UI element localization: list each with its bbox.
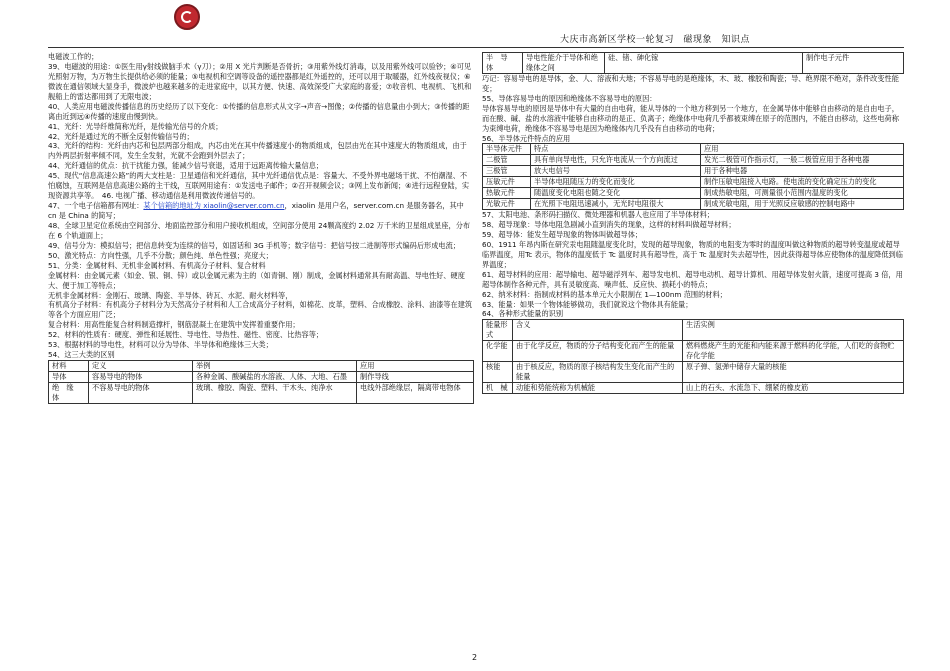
- para-51c: 无机非金属材料：金刚石、玻璃、陶瓷、半导体、砖瓦、水泥、耐火材料等，: [48, 290, 293, 300]
- table-cell: 不容易导电的物体: [89, 382, 193, 403]
- table-cell: 机 械: [483, 383, 513, 394]
- table-header-cell: 半导体元件: [483, 144, 531, 155]
- table-header-cell: 含义: [513, 320, 683, 341]
- table-header-cell: 能量形式: [483, 320, 513, 341]
- table-cell: 导电性能介于导体和绝缘体之间: [523, 53, 605, 74]
- para-57: 57、太阳电池、条形码扫描仪、微处理器和机器人也应用了半导体材料；: [482, 210, 714, 220]
- para-40: 40、人类应用电磁波传播信息的历史经历了以下变化：①传播的信息形式从文字→声音→图像；②传播的信息量由小到大；③传播的距离由近到远④传播的速度由慢到快。: [48, 101, 470, 121]
- table-cell: 山上的石头、水流急下、绷紧的橡皮筋: [683, 383, 904, 394]
- table-header-cell: 应用: [357, 361, 474, 372]
- para-63: 63、能量：如果一个物体能够做功，我们就说这个物体具有能量；: [482, 299, 693, 309]
- para-49: 49、信号分为：模拟信号；把信息转变为连续的信号，如固话和 3G 手机等；数字信号：把信号按二进制等形式编码后形成电流；: [48, 240, 460, 250]
- table-row: [49, 372, 474, 383]
- para-48: 48、全球卫星定位系统由空间部分、地面监控部分和用户接收机组成，空间部分使用 24颗高度约 2.02 万千米的卫星组成星座，分布在 6 个轨道面上；: [48, 220, 471, 240]
- table-header-row: [49, 361, 474, 372]
- para-51e: 复合材料：用高性能复合材料制造撑杆，钢筋混凝土在建筑中发挥着重要作用；: [48, 320, 300, 330]
- table-header-cell: 生活实例: [683, 320, 904, 341]
- para-51: 51、分类：金属材料、无机非金属材料、有机高分子材料、复合材料: [48, 260, 266, 270]
- table-row: [483, 362, 904, 383]
- table-header-cell: 特点: [531, 144, 701, 155]
- table-header-row: [483, 144, 904, 155]
- table-cell: 绝 缘 体: [49, 382, 89, 403]
- table-cell: 由于核反应，物质的原子核结构发生变化而产生的能量: [513, 362, 683, 383]
- para-55: 55、导体容易导电的原因和绝缘体不容易导电的原因：: [482, 93, 657, 103]
- table-cell: 制作导线: [357, 372, 474, 383]
- para-51b: 金属材料：由金属元素（如金、银、铜、锌）或以金属元素为主的（如青铜、刚）制成，金属材料通常具有耐高温、导电性好、硬度大、便于加工等特点；: [48, 270, 465, 290]
- table-cell: 制成光敏电阻，用于光照反应敏感的控制电路中: [701, 199, 904, 210]
- para-47-tail: ，xiaolin 是用户名，server.com.cn 是服务器名，其中 cn 是 China 的简写；: [48, 201, 464, 220]
- para-45: [48, 171, 474, 201]
- para-39: 39、电磁波的用途：①医生用γ射线做脑手术（γ刀）；②用 X 光片判断是否骨折；③用紫外线灯消毒，以及用紫外线可以验钞；④可见光照射万物，为万物生长提供给必须的能量；⑤电视机和空调等设备的遥控器都是红外遥控的，还可以用于取暖器，红外线夜视仪；⑥微波在通信领域大显身手，微波炉也越来越多的走进家庭中，以其方便、快速、高效深受广大家庭的喜爱；⑦收音机、电视机、飞机和舰船上的雷达都用到了无限电波；: [48, 61, 472, 101]
- table-cell: 具有单向导电性，只允许电流从一个方向流过: [531, 155, 701, 166]
- table-row: [483, 188, 904, 199]
- table-cell: 导体: [49, 372, 89, 383]
- header-title: 大庆市高新区学校一轮复习 磁现象 知识点: [560, 35, 751, 45]
- materials-table: [48, 360, 474, 404]
- table-cell: 制作电子元件: [803, 53, 904, 74]
- table-cell: 半导体电阻随压力的变化而变化: [531, 177, 701, 188]
- para-0: 电磁波工作的；: [48, 52, 99, 61]
- table-row: [483, 166, 904, 177]
- table-row: [49, 382, 474, 403]
- semiconductor-row-table: [482, 52, 904, 74]
- table-row: [483, 177, 904, 188]
- page-header: [0, 0, 950, 52]
- table-header-cell: 应用: [701, 144, 904, 155]
- table-cell: 核能: [483, 362, 513, 383]
- page-number: 2: [472, 653, 478, 662]
- table-cell: 化学能: [483, 341, 513, 362]
- para-51d: 有机高分子材料：有机高分子材料分为天然高分子材料和人工合成高分子材料，如棉花、皮革，塑料、合成橡胶、涂料、油漆等在建筑等各个方面应用广泛；: [48, 300, 473, 320]
- table-cell: 在光照下电阻迅速减小，无光时电阻很大: [531, 199, 701, 210]
- para-41: 41、光纤：光导纤维简称光纤，是传输光信号的介质；: [48, 121, 223, 131]
- table-header-cell: 举例: [193, 361, 357, 372]
- para-50: 50、激光特点：方向性强，几乎不分散；颜色纯、单色性强；亮度大；: [48, 250, 273, 260]
- para-58: 58、超导现象：导体电阻急剧减小直到消失的现象，这样的材料叫做超导材料；: [482, 220, 736, 229]
- left-column: [48, 52, 474, 404]
- table-header-cell: 材料: [49, 361, 89, 372]
- table-cell: 光敏元件: [483, 199, 531, 210]
- para-tip: 巧记：容易导电的是导体，金、人、溶液和大地；不容易导电的是绝缘体，木、玻、橡胶和陶瓷；导、绝界限不绝对，条件改变性能变；: [482, 73, 899, 93]
- energy-forms-table: [482, 319, 904, 394]
- table-cell: 二极管: [483, 155, 531, 166]
- semiconductor-elements-table: [482, 143, 904, 210]
- table-cell: 硅、锗、砷化镓: [605, 53, 803, 74]
- table-row: [483, 383, 904, 394]
- para-60: 60、1911 年昂内斯在研究汞电阻随温度变化时，发现的超导现象，物质的电阻变为零时的温度叫做这种物质的超导转变温度或超导临界温度，用Tc 表示，物体的温度低于 Tc 温度时具有超导性，高于 Tc 温度时失去超导性，因此获得超导体应使物体的温度降低到临界温度；: [482, 239, 903, 269]
- table-cell: 制作压敏电阻接入电路。使电流的变化确定压力的变化: [701, 177, 904, 188]
- table-cell: 三极管: [483, 166, 531, 177]
- para-59: 59、超导体：能发生超导现象的物体叫做超导体；: [482, 229, 643, 239]
- para-45-text: 45、现代“信息高速公路”的两大支柱是：卫星通信和光纤通信，其中光纤通信优点是：容量大、不受外界电磁场干扰、不怕潮湿、不怕腐蚀，互联网是信息高速公路的主干线，互联网用途有：①发送电子邮件；②召开视频会议；③网上发布新闻；④进行远程登陆，实现资源共享等。: [48, 171, 470, 201]
- para-53: 53、根据材料的导电性，材料可以分为导体、半导体和绝缘体三大类；: [48, 340, 273, 350]
- table-cell: 随温度变化电阻也随之变化: [531, 188, 701, 199]
- para-52: 52、材料的性质有：硬度、弹性和延展性、导电性、导热性、磁性、密度、比热容等；: [48, 330, 324, 340]
- table-header-row: [483, 320, 904, 341]
- para-42: 42、光纤是通过光的不断全反射传输信号的；: [48, 131, 194, 141]
- table-cell: 电线外部绝缘层，隔离带电物体: [357, 382, 474, 403]
- para-47-text: 47、一个电子信箱都有网址：: [48, 201, 144, 211]
- table-cell: 原子弹、氢弹中储存大量的核能: [683, 362, 904, 383]
- table-cell: 热敏元件: [483, 188, 531, 199]
- para-47: [48, 201, 474, 221]
- email-link[interactable]: 某个信箱的地址为 xiaolin@server.com.cn: [143, 201, 285, 211]
- para-46-text: 46. 电视广播、移动通信是利用微波传递信号的。: [101, 191, 260, 201]
- table-cell: 各种金属、酸碱盐的水溶液、人体、大地、石墨: [193, 372, 357, 383]
- para-55b: 导体容易导电的原因是导体中有大量的自由电荷，能从导体的一个地方移到另一个地方，在金属导体中能够自由移动的是自由电子，而在酸、碱、盐的水溶液中能够自由移动的是正、负离子；绝缘体中电荷几乎都被束缚在原子的范围内，不能自由移动，这些电荷称为束缚电荷，绝缘体不容易导电是因为绝缘体内几乎没有自由移动的电荷；: [482, 103, 899, 133]
- para-61: 61、超导材料的应用：超导输电、超导磁浮列车、超导发电机、超导电动机、超导计算机、用超导体发射火箭，速度可提高 3 倍，用超导体制作各种元件，具有灵敏度高、噪声低、反应快、损耗小的特点；: [482, 269, 903, 289]
- table-header-cell: 定义: [89, 361, 193, 372]
- table-cell: 玻璃、橡胶、陶瓷、塑料、干木头、纯净水: [193, 382, 357, 403]
- table-cell: 压敏元件: [483, 177, 531, 188]
- table-row: [483, 155, 904, 166]
- table-cell: 容易导电的物体: [89, 372, 193, 383]
- table-cell: 动能和势能统称为机械能: [513, 383, 683, 394]
- header-rule: [48, 47, 904, 48]
- table-cell: 制成热敏电阻，可测量很小范围内温度的变化: [701, 188, 904, 199]
- table-cell: 燃料燃烧产生的光能和内能来源于燃料的化学能，人们吃的食物贮存化学能: [683, 341, 904, 362]
- para-44: 44、光纤通信的优点：抗干扰能力强，能减少信号衰退，适用于远距离传输大量信息；: [48, 161, 324, 171]
- table-cell: 发光二极管可作指示灯，一般二极管应用于各种电器: [701, 155, 904, 166]
- table-cell: 放大电信号: [531, 166, 701, 177]
- table-cell: 用于各种电器: [701, 166, 904, 177]
- table-cell: 半 导 体: [483, 53, 523, 74]
- table-row: [483, 53, 904, 74]
- para-43: 43、光纤的结构：光纤由内芯和包层两部分组成，内芯由光在其中传播速度小的物质组成，包层由光在其中速度大的物质组成，由于内外两层折射率倾不同，发生全发射，光就不会跑到外层去了；: [48, 141, 467, 161]
- table-row: [483, 199, 904, 210]
- para-62: 62、纳米材料：指制成材料的基本单元大小限制在 1—100nm 范围的材料；: [482, 289, 727, 299]
- school-logo: [174, 4, 200, 30]
- right-column: [482, 52, 904, 394]
- table-row: [483, 341, 904, 362]
- para-56: 56、半导体元件特点的应用: [482, 133, 571, 143]
- para-54: 54、这三大类的区别: [48, 350, 115, 360]
- table-cell: 由于化学反应，物质的分子结构变化而产生的能量: [513, 341, 683, 362]
- para-64: 64、各种形式能量的识别: [482, 309, 564, 319]
